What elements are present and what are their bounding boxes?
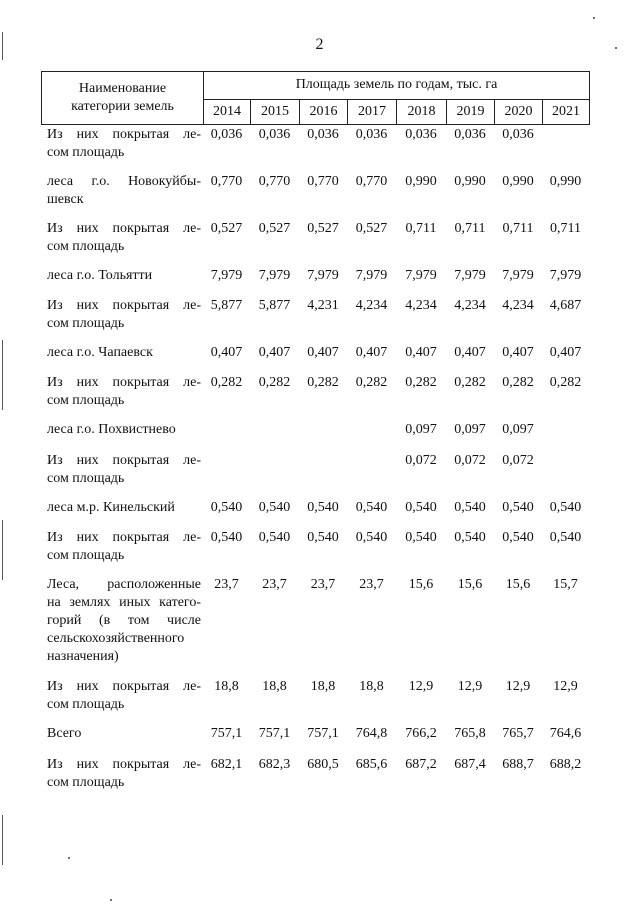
table-cell: 0,990 — [454, 174, 486, 189]
table-cell: 0,770 — [258, 174, 291, 189]
table-cell: 0,072 — [454, 453, 486, 468]
table-cell — [542, 452, 589, 499]
row-label-line: Из них покрытая ле- — [47, 453, 201, 468]
row-label — [41, 725, 203, 756]
row-label-line: леса г.о. Тольятти — [47, 268, 153, 283]
table-cell: 7,979 — [405, 268, 437, 283]
table-cell: 0,282 — [258, 375, 291, 390]
table-cell: 0,097 — [502, 422, 534, 437]
table-cell: 687,2 — [405, 757, 437, 772]
table-cell — [347, 452, 396, 499]
table-row — [41, 267, 589, 297]
table-cell: 0,770 — [307, 174, 339, 189]
table-cell: 12,9 — [553, 679, 578, 694]
table-cell: 0,282 — [549, 375, 582, 390]
table-cell: 5,877 — [210, 298, 243, 313]
row-label-line: сельскохозяйственного — [47, 631, 185, 646]
table-cell: 0,407 — [210, 345, 243, 360]
table-cell: 0,407 — [258, 345, 291, 360]
table-row — [41, 421, 589, 452]
table-cell: 12,9 — [505, 679, 531, 694]
table-cell — [542, 126, 589, 173]
row-label-line: леса г.о. Чапаевск — [47, 345, 153, 360]
year-header: 2020 — [495, 99, 543, 124]
table-cell — [299, 421, 347, 452]
table-cell: 15,6 — [505, 577, 531, 592]
scan-edge-mark — [2, 340, 3, 410]
table-cell: 766,2 — [405, 726, 437, 741]
table-cell: 0,711 — [454, 221, 486, 236]
row-label-line: Из них покрытая ле- — [47, 679, 201, 694]
table-cell — [203, 421, 250, 452]
table-cell: 0,072 — [502, 453, 534, 468]
table-row — [41, 452, 589, 499]
table-cell: 0,540 — [454, 530, 486, 545]
table-cell: 688,7 — [502, 757, 534, 772]
row-label-line: Из них покрытая ле- — [47, 127, 201, 142]
row-label — [41, 576, 203, 678]
scan-dot — [615, 47, 617, 49]
table-cell: 0,527 — [258, 221, 291, 236]
column-header-name — [42, 72, 204, 125]
table-cell: 0,540 — [502, 530, 534, 545]
row-label-line: Из них покрытая ле- — [47, 298, 201, 313]
table-cell: 7,979 — [210, 268, 243, 283]
table-cell: 4,234 — [355, 298, 388, 313]
table-cell: 0,540 — [355, 500, 388, 515]
table-cell: 682,1 — [210, 757, 243, 772]
table-cell: 0,990 — [549, 174, 582, 189]
table-cell: 4,687 — [549, 298, 582, 313]
row-label-line: сом площадь — [47, 471, 125, 486]
table-cell: 5,877 — [258, 298, 291, 313]
table-cell: 0,540 — [210, 530, 243, 545]
column-header-name-line: Наименование — [78, 81, 167, 96]
table-row — [41, 126, 589, 173]
table-cell: 0,036 — [210, 127, 243, 142]
table-cell: 18,8 — [310, 679, 336, 694]
table-cell: 0,527 — [210, 221, 243, 236]
table-cell: 680,5 — [307, 757, 339, 772]
row-label-line: сом площадь — [47, 145, 125, 160]
scan-edge-mark — [2, 520, 3, 580]
row-label-line: шевск — [47, 192, 84, 207]
row-label-line: сом площадь — [47, 316, 125, 331]
table-cell — [542, 421, 589, 452]
table-cell: 15,7 — [553, 577, 578, 592]
page-number: 2 — [315, 36, 324, 53]
row-label — [41, 529, 203, 576]
table-row — [41, 499, 589, 529]
table-cell: 0,407 — [355, 345, 388, 360]
table-row — [41, 220, 589, 267]
row-label-line: леса м.р. Кинельский — [47, 500, 175, 515]
row-label-line: сом площадь — [47, 775, 125, 790]
table-cell: 0,407 — [307, 345, 339, 360]
row-label-line: сом площадь — [47, 393, 125, 408]
row-label — [41, 421, 203, 452]
scan-dot — [68, 857, 70, 859]
table-cell: 18,8 — [262, 679, 287, 694]
table-cell: 765,7 — [502, 726, 534, 741]
table-cell: 764,8 — [355, 726, 388, 741]
year-header: 2016 — [300, 99, 348, 124]
table-row — [41, 725, 589, 756]
table-cell: 0,540 — [355, 530, 388, 545]
year-header: 2015 — [251, 99, 300, 124]
table-cell: 0,540 — [405, 530, 437, 545]
row-label-line: назначения) — [47, 649, 119, 664]
column-header-name-line: категории земель — [71, 99, 174, 114]
table-cell: 0,282 — [355, 375, 388, 390]
row-label — [41, 452, 203, 499]
row-label — [41, 756, 203, 796]
table-cell: 0,282 — [405, 375, 437, 390]
table-cell: 0,540 — [454, 500, 486, 515]
table-cell: 0,036 — [355, 127, 388, 142]
table-row — [41, 173, 589, 220]
table-cell: 15,6 — [408, 577, 434, 592]
row-label — [41, 499, 203, 529]
table-row — [41, 756, 589, 796]
row-label — [41, 173, 203, 220]
table-cell — [299, 452, 347, 499]
table-cell: 0,282 — [210, 375, 243, 390]
table-cell — [203, 452, 250, 499]
table-cell: 0,990 — [405, 174, 437, 189]
row-label-line: сом площадь — [47, 239, 125, 254]
table-cell: 0,540 — [258, 500, 291, 515]
table-cell: 0,711 — [502, 221, 534, 236]
table-cell: 23,7 — [359, 577, 384, 592]
table-cell: 757,1 — [258, 726, 291, 741]
table-cell: 12,9 — [457, 679, 483, 694]
row-label-line: горий (в том числе — [47, 613, 201, 628]
row-label-line: леса г.о. Похвистнево — [47, 422, 176, 437]
year-header: 2021 — [543, 99, 590, 124]
table-cell: 0,407 — [502, 345, 534, 360]
table-cell: 7,979 — [549, 268, 582, 283]
year-header: 2019 — [447, 99, 495, 124]
table-cell: 0,282 — [307, 375, 339, 390]
table-cell: 23,7 — [310, 577, 336, 592]
table-cell: 23,7 — [214, 577, 239, 592]
row-label — [41, 126, 203, 173]
table-cell: 0,540 — [405, 500, 437, 515]
year-header: 2017 — [348, 99, 397, 124]
table-cell: 0,527 — [307, 221, 339, 236]
row-label-line: Леса, расположенные — [47, 577, 201, 592]
row-label-line: сом площадь — [47, 697, 125, 712]
table-cell: 0,770 — [210, 174, 243, 189]
table-cell: 0,097 — [454, 422, 486, 437]
table-cell: 0,711 — [550, 221, 581, 236]
table-cell: 7,979 — [355, 268, 388, 283]
table-cell: 0,036 — [454, 127, 486, 142]
table-cell: 7,979 — [307, 268, 339, 283]
table-cell: 0,282 — [502, 375, 534, 390]
table-cell: 0,711 — [405, 221, 437, 236]
table-cell: 682,3 — [258, 757, 291, 772]
table-cell: 7,979 — [258, 268, 291, 283]
row-label-line: сом площадь — [47, 548, 125, 563]
year-header: 2014 — [204, 99, 251, 124]
table-cell: 764,6 — [549, 726, 582, 741]
table-cell: 0,540 — [307, 500, 339, 515]
table-cell: 0,036 — [307, 127, 339, 142]
table-row — [41, 576, 589, 678]
table-cell: 0,540 — [210, 500, 243, 515]
table-cell: 18,8 — [214, 679, 239, 694]
table-cell: 757,1 — [210, 726, 243, 741]
table-cell: 0,036 — [258, 127, 291, 142]
table-cell — [347, 421, 396, 452]
scan-edge-mark — [2, 32, 3, 60]
table-cell: 0,036 — [405, 127, 437, 142]
table-cell: 0,407 — [454, 345, 486, 360]
row-label — [41, 344, 203, 374]
table-cell: 0,407 — [405, 345, 437, 360]
table-cell: 4,234 — [502, 298, 534, 313]
row-label-line: Всего — [47, 726, 82, 741]
table-cell: 688,2 — [549, 757, 582, 772]
table-cell: 757,1 — [307, 726, 339, 741]
table-cell: 765,8 — [454, 726, 486, 741]
table-cell: 0,540 — [258, 530, 291, 545]
table-cell: 0,097 — [405, 422, 437, 437]
table-cell: 4,231 — [307, 298, 339, 313]
table-cell: 685,6 — [355, 757, 388, 772]
table-header — [41, 71, 590, 125]
table-cell: 23,7 — [262, 577, 287, 592]
scan-edge-mark — [2, 815, 3, 865]
row-label-line: Из них покрытая ле- — [47, 221, 201, 236]
table-row — [41, 344, 589, 374]
table-row — [41, 297, 589, 344]
row-label — [41, 267, 203, 297]
table-cell: 687,4 — [454, 757, 486, 772]
table-cell: 0,282 — [454, 375, 486, 390]
table-cell: 0,770 — [355, 174, 388, 189]
scan-dot — [110, 899, 112, 901]
row-label-line: Из них покрытая ле- — [47, 757, 201, 772]
row-label — [41, 374, 203, 421]
row-label-line: на землях иных катего- — [47, 595, 201, 610]
table-cell — [250, 421, 299, 452]
table-cell: 7,979 — [454, 268, 486, 283]
year-header: 2018 — [397, 99, 447, 124]
row-label — [41, 220, 203, 267]
table-row — [41, 678, 589, 725]
table-row — [41, 529, 589, 576]
row-label-line: Из них покрытая ле- — [47, 375, 201, 390]
table-cell — [250, 452, 299, 499]
table-cell: 4,234 — [454, 298, 486, 313]
row-label-line: Из них покрытая ле- — [47, 530, 201, 545]
row-label — [41, 297, 203, 344]
table-cell: 0,540 — [307, 530, 339, 545]
table-cell: 0,540 — [549, 530, 582, 545]
table-cell: 0,990 — [502, 174, 534, 189]
scan-dot — [593, 17, 595, 19]
table-cell: 15,6 — [457, 577, 483, 592]
table-cell: 0,407 — [549, 345, 582, 360]
table-cell: 0,540 — [549, 500, 582, 515]
table-body — [41, 126, 589, 796]
table-row — [41, 374, 589, 421]
row-label-line: леса г.о. Новокуйбы- — [47, 174, 201, 189]
table-cell: 18,8 — [359, 679, 384, 694]
row-label — [41, 678, 203, 725]
table-cell: 4,234 — [405, 298, 437, 313]
column-group-header: Площадь земель по годам, тыс. га — [204, 72, 590, 100]
table-cell: 12,9 — [408, 679, 434, 694]
table-cell: 7,979 — [502, 268, 534, 283]
table-cell: 0,527 — [355, 221, 388, 236]
table-cell: 0,540 — [502, 500, 534, 515]
table-cell: 0,036 — [502, 127, 534, 142]
table-cell: 0,072 — [405, 453, 437, 468]
